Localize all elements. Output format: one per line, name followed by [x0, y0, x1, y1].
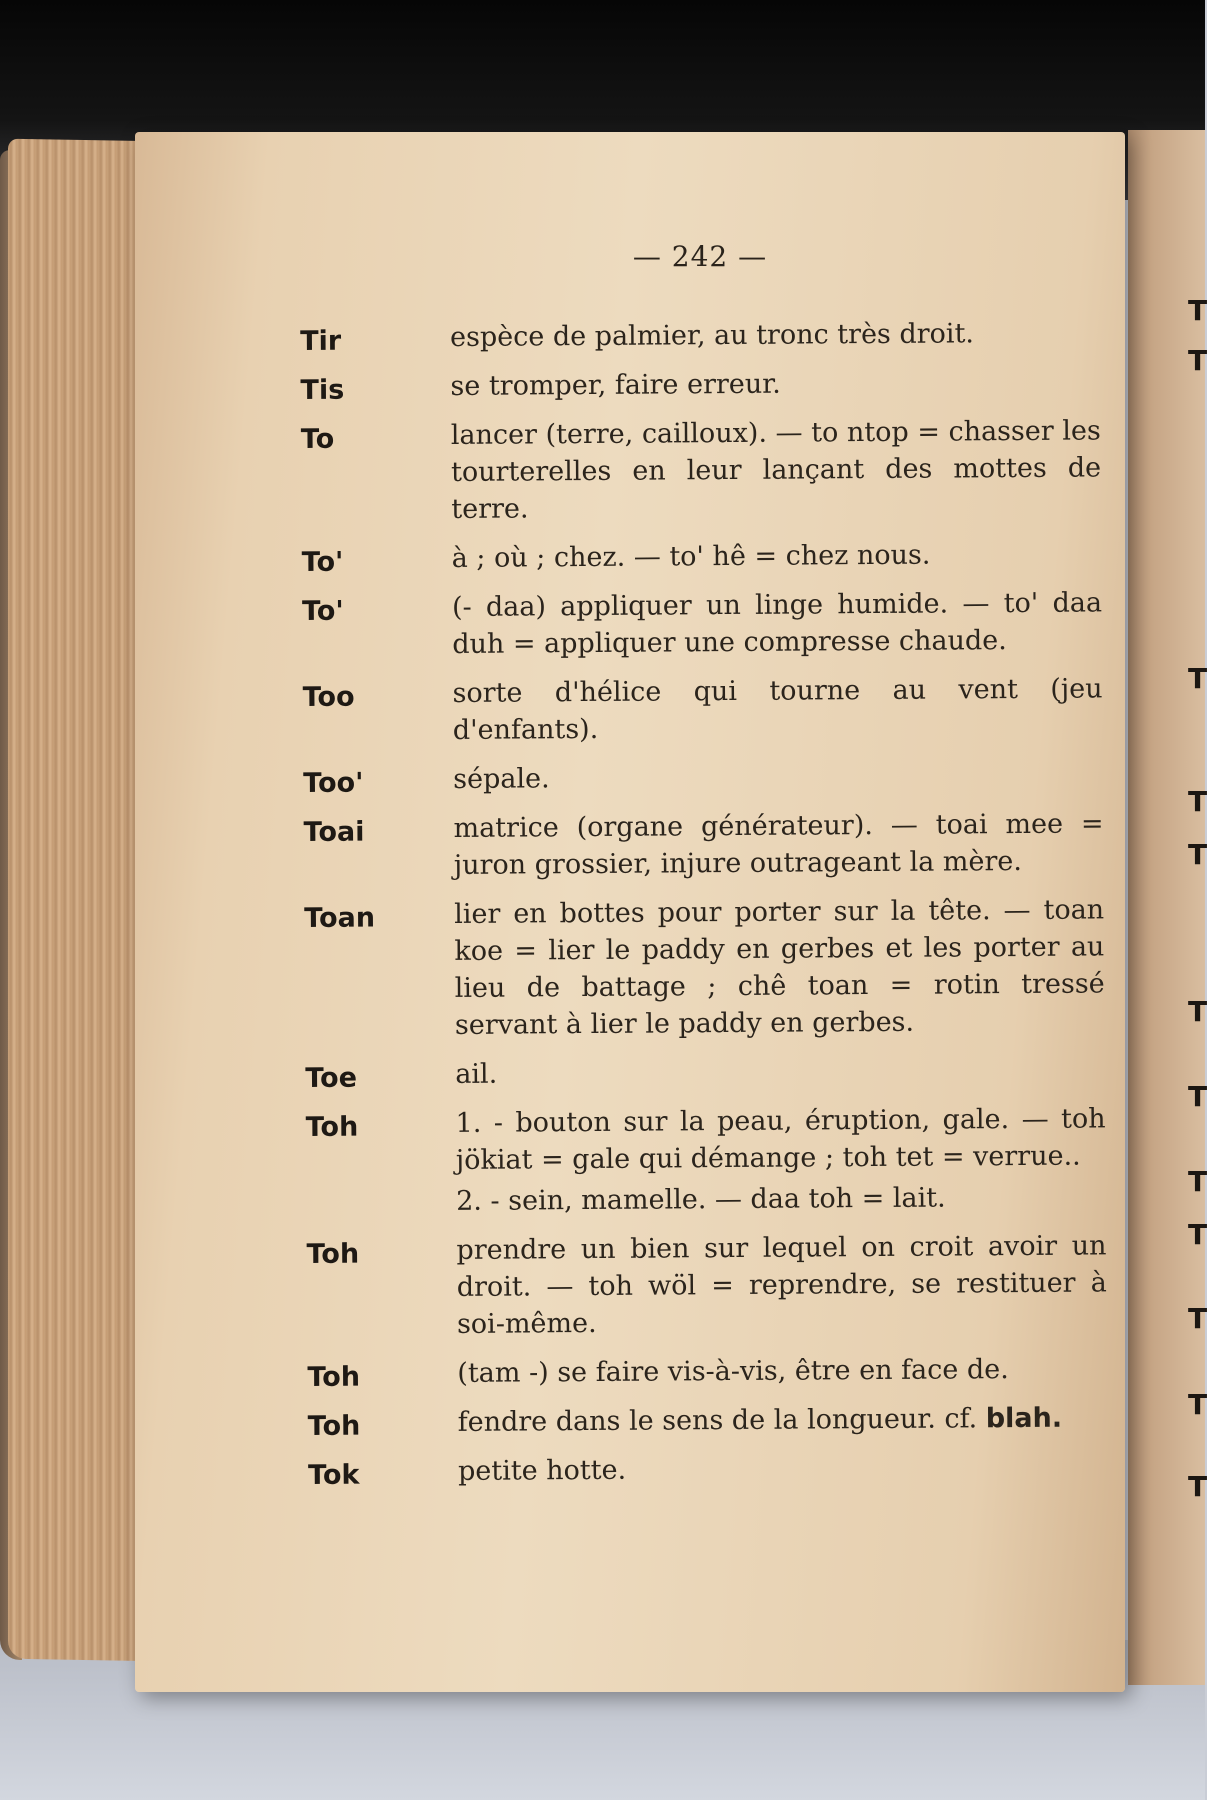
entry — [304, 891, 1105, 1045]
entry — [302, 670, 1102, 750]
headword: Toh — [306, 1238, 360, 1270]
definition: petite hotte. — [457, 1454, 627, 1487]
headword: To — [300, 423, 335, 455]
definition: espèce de palmier, au tronc très droit. — [450, 318, 975, 353]
entry — [300, 363, 1100, 406]
entry — [300, 314, 1100, 357]
headword: Too — [302, 681, 355, 713]
definition: 1. - bouton sur la peau, éruption, gale. — toh jökiat = gale qui démange ; toh tet = verrue.. — [455, 1103, 1106, 1176]
definition: (tam -) se faire vis-à-vis, être en face de. — [457, 1354, 1009, 1389]
definition: prendre un bien sur lequel on croit avoir un droit. — toh wöl = reprendre, se restituer à soi-même. — [456, 1230, 1107, 1340]
entry — [305, 1051, 1105, 1094]
page-number: — 242 — — [632, 240, 768, 273]
definition: lancer (terre, cailloux). — to ntop = chasser les tourterelles en leur lançant des mottes de terre. — [450, 415, 1102, 525]
definition: se tromper, faire erreur. — [450, 368, 781, 402]
entry — [301, 412, 1102, 529]
headword: Tok — [307, 1459, 360, 1491]
headword: Tir — [300, 325, 342, 357]
facing-letter: T — [1188, 294, 1207, 327]
entry — [308, 1448, 1108, 1491]
facing-letter: T — [1188, 1218, 1207, 1251]
headword: Too' — [303, 767, 364, 799]
headword: To' — [301, 595, 344, 627]
headword: Toh — [305, 1111, 359, 1143]
definition: ail. — [455, 1058, 498, 1090]
entry-continuation — [306, 1178, 1106, 1221]
facing-letter: T — [1188, 662, 1207, 695]
definition: sépale. — [453, 763, 550, 795]
facing-letter: T — [1188, 1080, 1207, 1113]
entry — [302, 535, 1102, 578]
definition: sorte d'hélice qui tourne au vent (jeu d'enfants). — [452, 673, 1103, 746]
headword-empty — [306, 1183, 456, 1221]
entry — [302, 584, 1102, 664]
facing-letter: T — [1188, 1388, 1207, 1421]
headword: Tis — [300, 374, 345, 406]
facing-letter: T — [1188, 785, 1207, 818]
headword: Toai — [303, 816, 365, 848]
definition: matrice (organe générateur). — toai mee = juron grossier, injure outrageant la mère. — [453, 808, 1104, 881]
definition: (- daa) appliquer un linge humide. — to' daa duh = appliquer une compresse chaude. — [451, 587, 1103, 660]
facing-letter: T — [1188, 1165, 1207, 1198]
dictionary-entries — [300, 314, 1108, 1503]
headword: Toh — [307, 1361, 361, 1393]
definition: à ; où ; chez. — to' hê = chez nous. — [451, 539, 931, 574]
entry — [303, 805, 1103, 885]
facing-letter: T — [1188, 344, 1207, 377]
definition — [458, 1399, 1108, 1441]
entry — [303, 756, 1103, 799]
entry — [307, 1350, 1107, 1393]
entry — [308, 1399, 1108, 1442]
headword: Toh — [307, 1410, 361, 1442]
entry — [305, 1100, 1105, 1180]
definition: lier en bottes pour porter sur la tête. — toan koe = lier le paddy en gerbes et les porter au lieu de battage ; chê toan = rotin tressé servant à lier le paddy en gerbes. — [454, 894, 1105, 1041]
definition-text: fendre dans le sens de la longueur. cf. — [457, 1403, 978, 1438]
headword: Toe — [305, 1062, 358, 1094]
entry — [306, 1227, 1107, 1344]
cross-reference: blah. — [985, 1402, 1063, 1435]
headword: To' — [301, 546, 344, 578]
definition: 2. - sein, mamelle. — daa toh = lait. — [456, 1182, 946, 1217]
facing-letter: T — [1188, 1302, 1207, 1335]
facing-letter: T — [1188, 1470, 1207, 1503]
facing-letter: T — [1188, 995, 1207, 1028]
facing-letter: T — [1188, 838, 1207, 871]
headword: Toan — [304, 902, 376, 934]
